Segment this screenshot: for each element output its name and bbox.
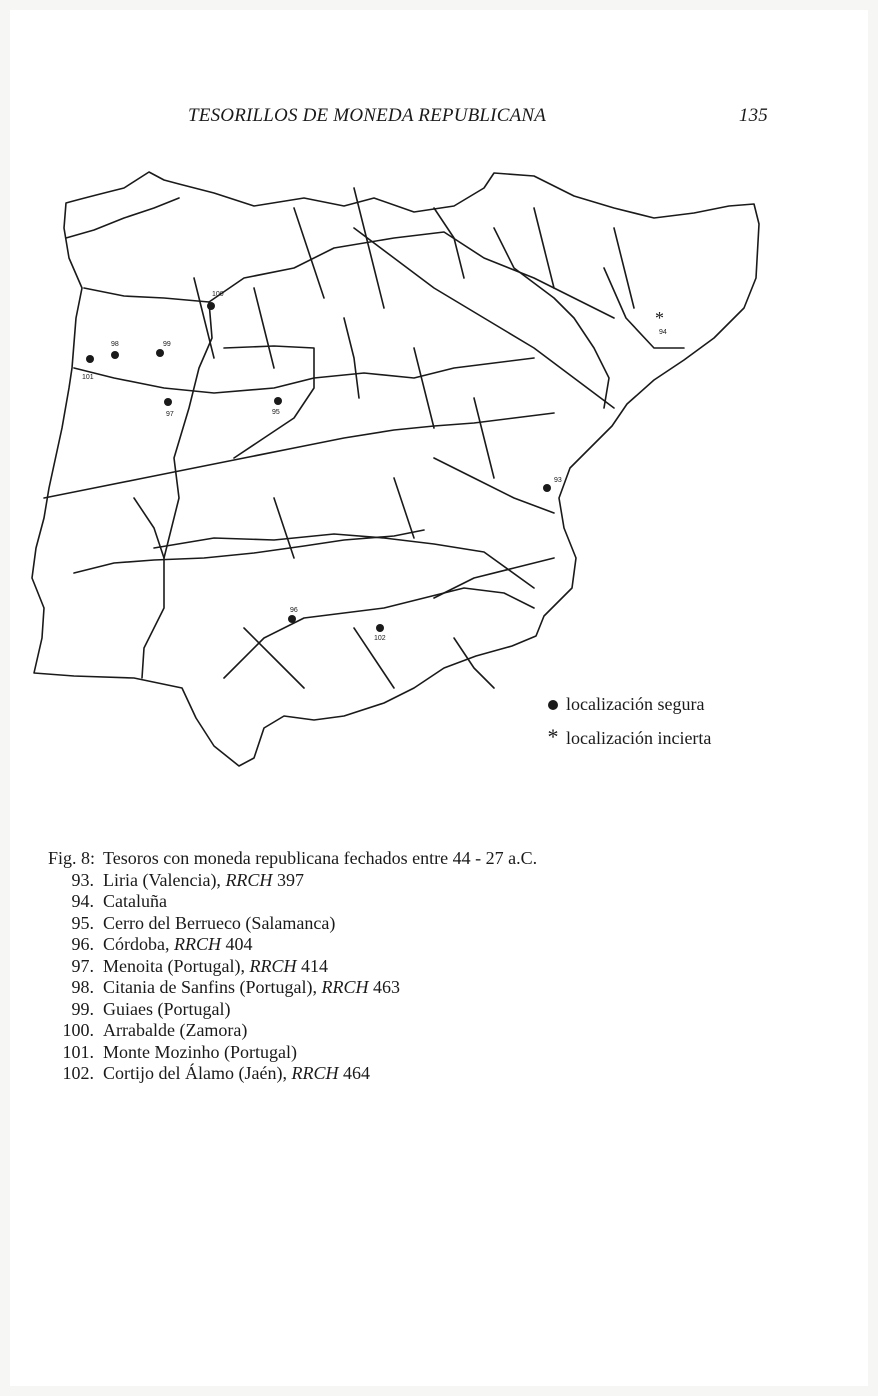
caption-item-site: Liria (Valencia), [103,869,221,890]
river-tributary-8 [344,318,359,398]
caption-item-number: 94. [71,891,94,911]
legend-label-certain: localización segura [566,694,705,714]
caption-item-text [103,891,167,913]
map-marker-label: 97 [166,411,174,418]
map-marker-dot [288,615,296,623]
border-pyrenees-ridge [604,268,684,348]
caption-item-number: 98. [71,977,94,997]
caption-item-number: 95. [71,912,94,933]
caption-item-text [103,870,304,892]
caption-item-ref-number: 463 [372,977,400,997]
caption-item-ref: RRCH [225,869,273,890]
map-marker-dot [376,624,384,632]
map-marker-dot [86,355,94,363]
iberia-map [14,168,774,778]
caption-item-text [103,1020,247,1042]
river-tributary-9 [414,348,434,428]
dot-icon [544,692,562,716]
map-marker-label: 94 [659,329,667,336]
map-marker-label: 95 [272,409,280,416]
river-jucar [434,458,554,513]
border-north [209,232,614,318]
caption-item-number: 99. [71,998,94,1019]
caption-item-ref: RRCH [249,955,297,976]
river-tributary-7 [254,288,274,368]
running-head [188,105,768,133]
asterisk-icon: * [547,724,559,749]
river-ebro [354,228,614,408]
border-south [154,534,534,588]
map-marker-label: 98 [111,341,119,348]
map-marker-dot [111,351,119,359]
coastline [32,172,759,766]
caption-item-number: 93. [71,869,94,890]
river-tributary-16 [454,638,494,688]
river-douro [74,358,534,393]
caption-item-site: Córdoba, [103,934,170,954]
map-marker-dot [207,302,215,310]
map-marker-label: 93 [554,477,562,484]
caption-item-number: 102. [62,1063,94,1083]
river-tributary-10 [474,398,494,478]
caption-item-number: 96. [71,934,94,954]
caption-item-ref-number: 404 [225,934,253,954]
river-tagus [44,413,554,498]
caption-item-number: 97. [71,955,94,976]
caption-item-ref-number: 464 [342,1063,370,1083]
caption-item-ref: RRCH [321,977,369,997]
river-tributary-1 [294,208,324,298]
caption-item-text [103,977,400,999]
caption-item-text [103,913,335,935]
caption-item-ref: RRCH [291,1063,339,1083]
caption-item-number: 100. [62,1020,94,1040]
border-aragon [494,228,609,408]
caption-item-text [103,1063,370,1085]
river-tributary-13 [394,478,414,538]
caption-item-site: Arrabalde (Zamora) [103,1020,248,1040]
caption-item-text [103,1042,297,1064]
map-marker-asterisk-icon: * [655,308,664,328]
border-center [224,346,314,458]
caption-item-site: Menoita (Portugal), [103,955,245,976]
figure-label: Fig. 8: [48,848,96,868]
caption-item-ref: RRCH [174,934,221,954]
map-marker-label: 99 [163,341,171,348]
page-number: 135 [738,105,768,126]
map-marker-dot [156,349,164,357]
map-marker-label: 96 [290,607,298,614]
caption-item-site: Citania de Sanfins (Portugal), [103,977,317,997]
caption-item-ref-number: 414 [300,955,328,976]
map-marker-dot [543,484,551,492]
river-tributary-11 [134,498,164,558]
caption-item-site: Monte Mozinho (Portugal) [103,1041,297,1062]
caption-item-number: 101. [62,1041,94,1062]
caption-item-text [103,999,230,1021]
figure-title: Tesoros con moneda republicana fechados entre 44 - 27 a.C. [103,848,538,868]
map-marker-label: 102 [374,635,386,642]
legend-label-uncertain: localización incierta [566,728,712,748]
river-minho [66,198,179,238]
river-tributary-14 [244,628,304,688]
running-head-title: TESORILLOS DE MONEDA REPUBLICANA [188,105,547,126]
caption-item-site: Cortijo del Álamo (Jaén), [103,1063,287,1083]
river-tributary-4 [534,208,554,288]
map-marker-label: 101 [82,374,94,381]
caption-item-text [103,956,328,978]
map-marker-label: 100 [212,291,224,298]
caption-item-site: Guiaes (Portugal) [103,998,231,1019]
map-marker-dot [274,397,282,405]
caption-item-ref-number: 397 [276,869,304,890]
caption-item-site: Cerro del Berrueco (Salamanca) [103,912,336,933]
caption-item-text [103,934,253,956]
map-marker-dot [164,398,172,406]
border-portugal [84,288,212,678]
caption-item-site: Cataluña [103,891,167,911]
